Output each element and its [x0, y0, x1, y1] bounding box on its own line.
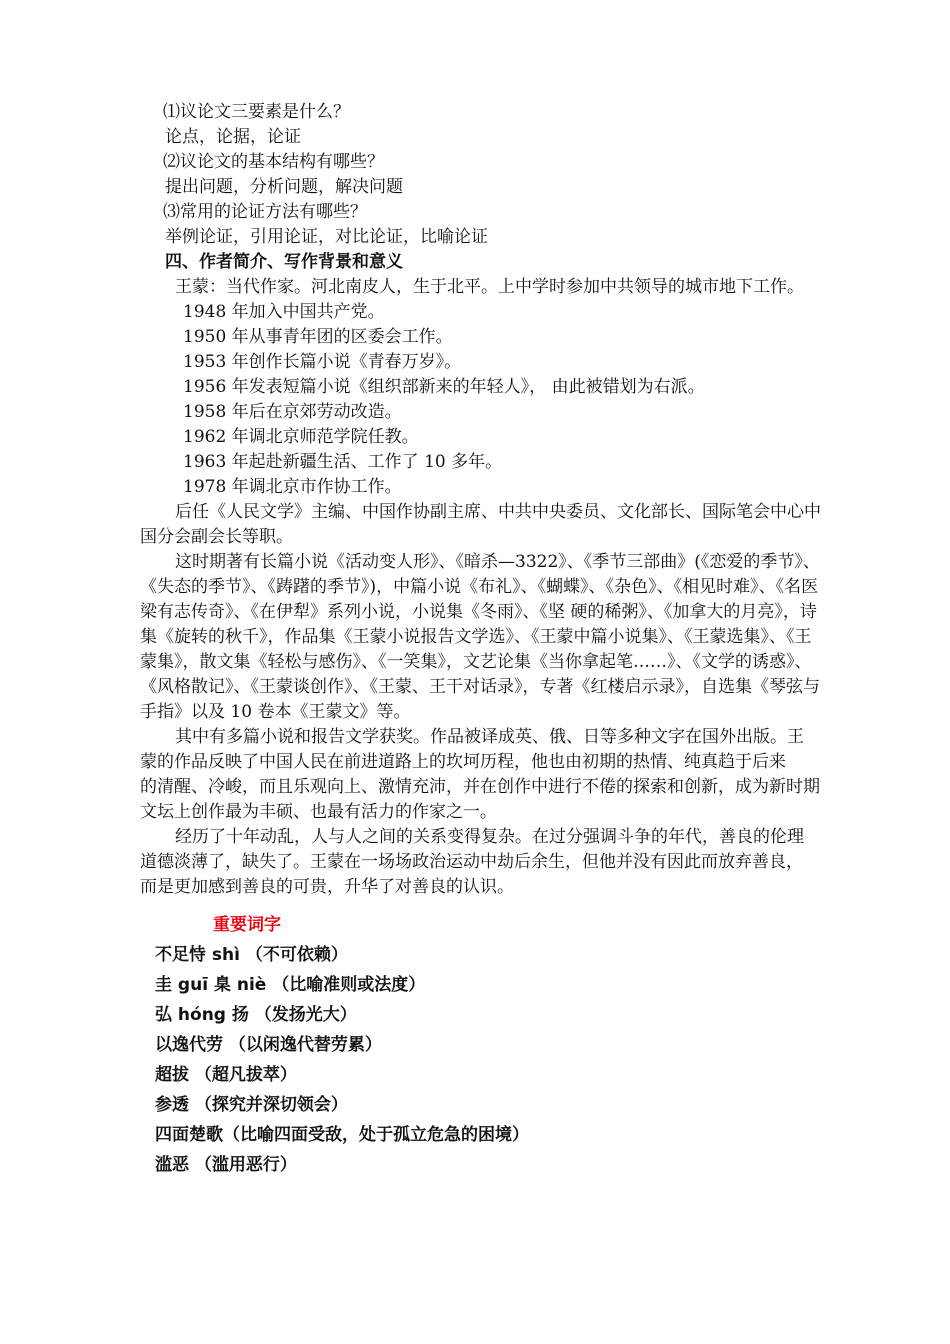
timeline-item: 1956 年发表短篇小说《组织部新来的年轻人》， 由此被错划为右派。: [183, 377, 705, 397]
timeline-item: 1978 年调北京市作协工作。: [183, 477, 402, 497]
answer-1: 论点，论据，论证: [165, 127, 301, 147]
vocab-item: 参透 （探究并深切领会）: [155, 1095, 348, 1115]
answer-3: 举例论证，引用论证，对比论证，比喻论证: [165, 227, 488, 247]
paragraph-line: 蒙的作品反映了中国人民在前进道路上的坎坷历程，他也由初期的热情、纯真趋于后来: [140, 752, 786, 772]
paragraph-line: 这时期著有长篇小说《活动变人形》、《暗杀—3322》、《季节三部曲》(《恋爱的季节》、: [175, 552, 820, 572]
timeline-item: 1963 年起赴新疆生活、工作了 10 多年。: [183, 452, 503, 472]
author-intro: 王蒙：当代作家。河北南皮人，生于北平。上中学时参加中共领导的城市地下工作。: [175, 277, 804, 297]
vocab-item: 滥恶 （滥用恶行）: [155, 1155, 297, 1175]
paragraph-line: 而是更加感到善良的可贵，升华了对善良的认识。: [140, 877, 514, 897]
paragraph-line: 文坛上创作最为丰硕、也最有活力的作家之一。: [140, 802, 497, 822]
vocab-item: 圭 guī 臬 niè （比喻准则或法度）: [155, 975, 426, 995]
section-heading: 四、作者简介、写作背景和意义: [165, 252, 403, 272]
timeline-item: 1962 年调北京师范学院任教。: [183, 427, 419, 447]
paragraph-line: 手指》以及 10 卷本《王蒙文》等。: [140, 702, 411, 722]
timeline-item: 1950 年从事青年团的区委会工作。: [183, 327, 453, 347]
paragraph-line: 《失态的季节》、《踌躇的季节》)，中篇小说《布礼》、《蝴蝶》、《杂色》、《相见时难》、《名医: [140, 577, 819, 597]
paragraph-line: 国分会副会长等职。: [140, 527, 293, 547]
answer-2: 提出问题，分析问题，解决问题: [165, 177, 403, 197]
vocab-item: 超拔 （超凡拔萃）: [155, 1065, 297, 1085]
timeline-item: 1958 年后在京郊劳动改造。: [183, 402, 402, 422]
vocab-heading: 重要词字: [213, 915, 281, 935]
paragraph-line: 的清醒、冷峻，而且乐观向上、激情充沛，并在创作中进行不倦的探索和创新，成为新时期: [140, 777, 820, 797]
question-2: ⑵议论文的基本结构有哪些？: [163, 152, 384, 172]
timeline-item: 1953 年创作长篇小说《青春万岁》。: [183, 352, 462, 372]
paragraph-line: 后任《人民文学》主编、中国作协副主席、中共中央委员、文化部长、国际笔会中心中: [175, 502, 821, 522]
paragraph-line: 经历了十年动乱，人与人之间的关系变得复杂。在过分强调斗争的年代，善良的伦理: [175, 827, 804, 847]
paragraph-line: 集《旋转的秋千》，作品集《王蒙小说报告文学选》、《王蒙中篇小说集》、《王蒙选集》、《王: [140, 627, 812, 647]
question-1: ⑴议论文三要素是什么？: [163, 102, 350, 122]
paragraph-line: 《风格散记》、《王蒙谈创作》、《王蒙、王干对话录》，专著《红楼启示录》，自选集《琴弦与: [140, 677, 820, 697]
paragraph-line: 梁有志传奇》、《在伊犁》系列小说，小说集《冬雨》、《坚 硬的稀粥》、《加拿大的月亮》，诗: [140, 602, 817, 622]
vocab-item: 不足恃 shì （不可依赖）: [155, 945, 348, 965]
vocab-item: 弘 hóng 扬 （发扬光大）: [155, 1005, 357, 1025]
paragraph-line: 其中有多篇小说和报告文学获奖。作品被译成英、俄、日等多种文字在国外出版。王: [175, 727, 804, 747]
timeline-item: 1948 年加入中国共产党。: [183, 302, 385, 322]
paragraph-line: 蒙集》，散文集《轻松与感伤》、《一笑集》，文艺论集《当你拿起笔……》、《文学的诱惑》、: [140, 652, 812, 672]
vocab-item: 以逸代劳 （以闲逸代替劳累）: [155, 1035, 382, 1055]
vocab-item: 四面楚歌（比喻四面受敌，处于孤立危急的困境）: [155, 1125, 529, 1145]
question-3: ⑶常用的论证方法有哪些？: [163, 202, 367, 222]
paragraph-line: 道德淡薄了，缺失了。王蒙在一场场政治运动中劫后余生，但他并没有因此而放弃善良，: [140, 852, 803, 872]
